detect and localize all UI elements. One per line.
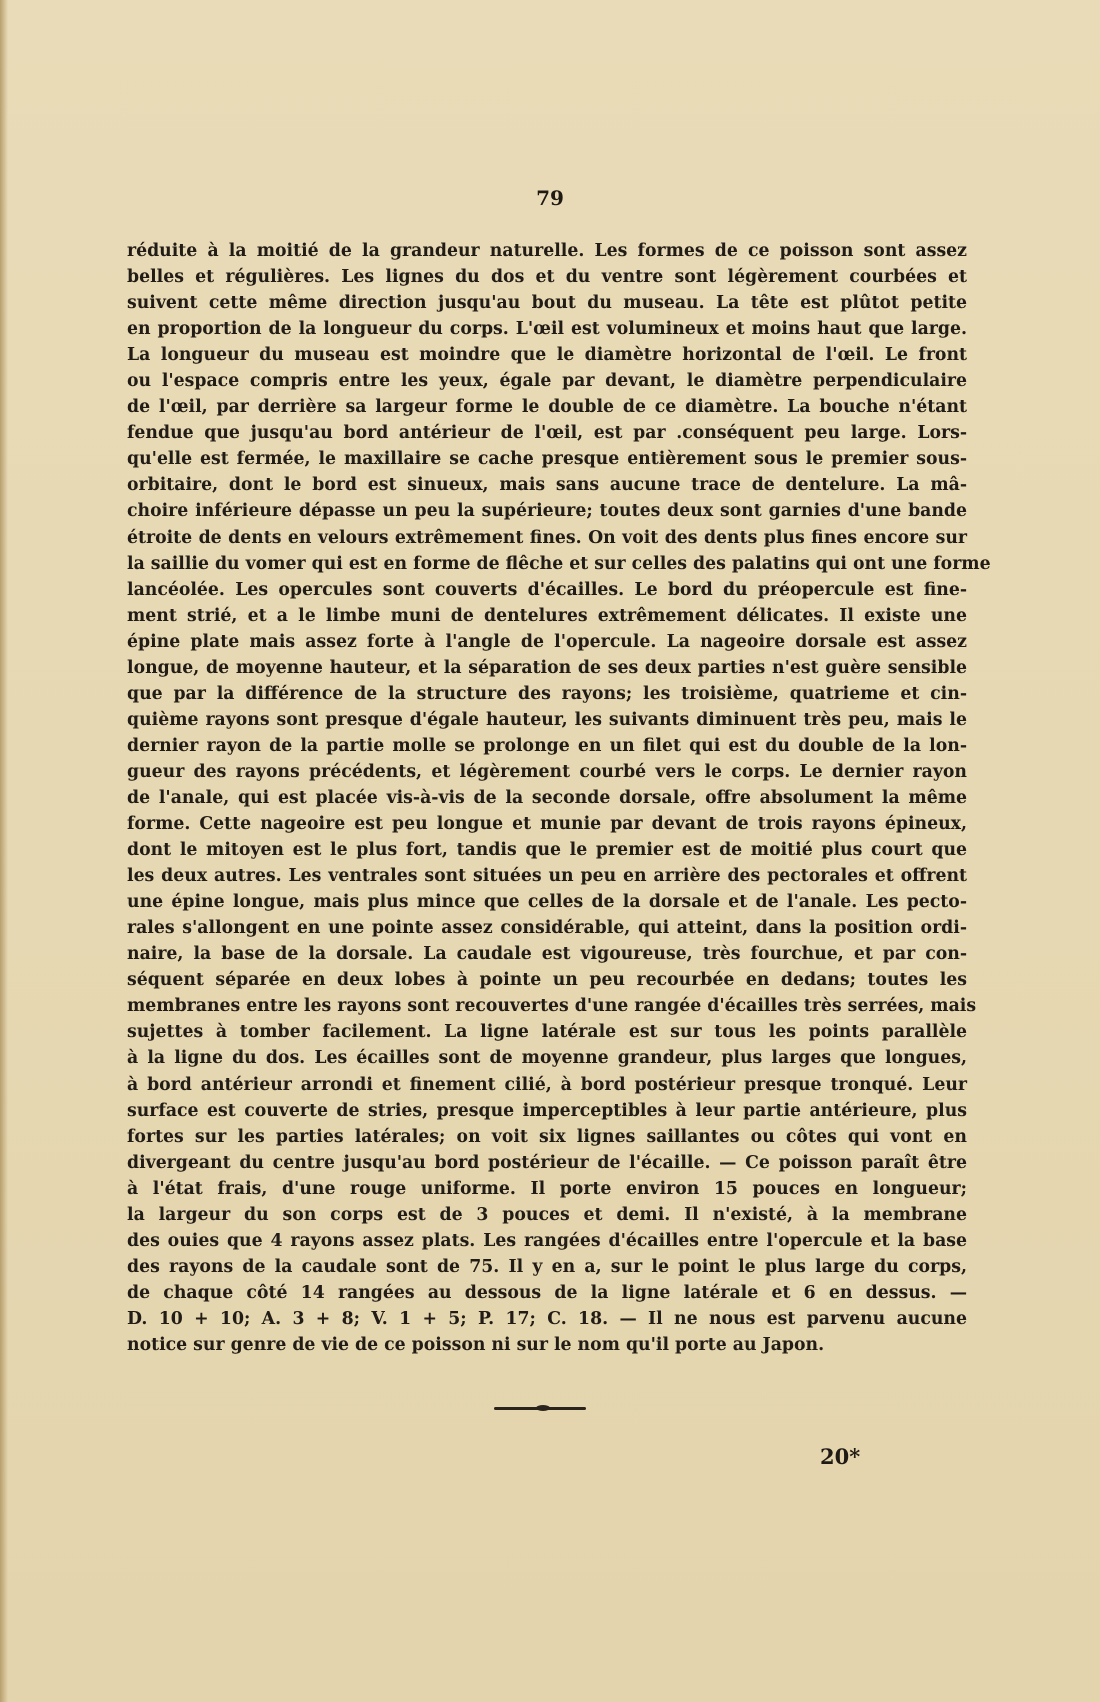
text-line: membranes entre les rayons sont recouvertes d'une rangée d'écailles très serrées, mais xyxy=(127,996,977,1017)
text-line: La longueur du museau est moindre que le diamètre horizontal de l'œil. Le front xyxy=(127,345,967,366)
text-line: à bord antérieur arrondi et finement cilié, à bord postérieur presque tronqué. Leur xyxy=(127,1074,967,1095)
text-line: des ouies que 4 rayons assez plats. Les rangées d'écailles entre l'opercule et la base xyxy=(127,1230,967,1251)
text-line: des rayons de la caudale sont de 75. Il y en a, sur le point le plus large du corps, xyxy=(127,1256,967,1277)
text-line: orbitaire, dont le bord est sinueux, mais sans aucune trace de dentelure. La mâ- xyxy=(127,475,967,496)
text-line: rales s'allongent en une pointe assez considérable, qui atteint, dans la position ordi- xyxy=(127,918,967,939)
text-line: ment strié, et a le limbe muni de dentelures extrêmement délicates. Il existe une xyxy=(127,605,967,626)
text-line: quième rayons sont presque d'égale hauteur, les suivants diminuent très peu, mais le xyxy=(127,709,967,730)
text-line: choire inférieure dépasse un peu la supérieure; toutes deux sont garnies d'une bande xyxy=(127,501,967,522)
text-line: étroite de dents en velours extrêmement fines. On voit des dents plus fines encore sur xyxy=(127,527,967,548)
text-line: gueur des rayons précédents, et légèrement courbé vers le corps. Le dernier rayon xyxy=(127,761,967,782)
text-line: les deux autres. Les ventrales sont situées un peu en arrière des pectorales et offrent xyxy=(127,866,967,887)
page-number: 79 xyxy=(536,186,564,210)
text-line: sujettes à tomber facilement. La ligne latérale est sur tous les points parallèle xyxy=(127,1022,967,1043)
text-line: surface est couverte de stries, presque imperceptibles à leur partie antérieure, plus xyxy=(127,1100,967,1121)
text-line: qu'elle est fermée, le maxillaire se cache presque entièrement sous le premier sous- xyxy=(127,449,967,470)
text-line: longue, de moyenne hauteur, et la séparation de ses deux parties n'est guère sensible xyxy=(127,657,967,678)
text-line: lancéolée. Les opercules sont couverts d'écailles. Le bord du préopercule est fine- xyxy=(127,579,967,600)
text-line: ou l'espace compris entre les yeux, égale par devant, le diamètre perpendiculaire xyxy=(127,371,967,392)
text-line: à la ligne du dos. Les écailles sont de moyenne grandeur, plus larges que longues, xyxy=(127,1048,967,1069)
text-line: de l'anale, qui est placée vis-à-vis de la seconde dorsale, offre absolument la même xyxy=(127,787,967,808)
body-text xyxy=(127,238,991,1358)
text-line: à l'état frais, d'une rouge uniforme. Il porte environ 15 pouces en longueur; xyxy=(127,1178,967,1199)
signature-mark: 20* xyxy=(820,1444,861,1469)
text-line: belles et régulières. Les lignes du dos et du ventre sont légèrement courbées et xyxy=(127,267,967,288)
text-line: fendue que jusqu'au bord antérieur de l'œil, est par .conséquent peu large. Lors- xyxy=(127,423,967,444)
text-line: notice sur genre de vie de ce poisson ni sur le nom qu'il porte au Japon. xyxy=(127,1334,825,1355)
text-line: divergeant du centre jusqu'au bord postérieur de l'écaille. — Ce poisson paraît être xyxy=(127,1152,967,1173)
text-line: la largeur du son corps est de 3 pouces et demi. Il n'existé, à la membrane xyxy=(127,1204,967,1225)
text-line: réduite à la moitié de la grandeur naturelle. Les formes de ce poisson sont assez xyxy=(127,241,967,261)
text-line: une épine longue, mais plus mince que celles de la dorsale et de l'anale. Les pecto- xyxy=(127,892,967,913)
text-line: suivent cette même direction jusqu'au bout du museau. La tête est plûtot petite xyxy=(127,293,967,314)
text-line: que par la différence de la structure des rayons; les troisième, quatrieme et cin- xyxy=(127,683,967,704)
text-line: de l'œil, par derrière sa largeur forme le double de ce diamètre. La bouche n'étant xyxy=(127,397,967,418)
text-line: fortes sur les parties latérales; on voit six lignes saillantes ou côtes qui vont en xyxy=(127,1126,967,1147)
text-line: épine plate mais assez forte à l'angle de l'opercule. La nageoire dorsale est assez xyxy=(127,631,967,652)
text-line: séquent séparée en deux lobes à pointe un peu recourbée en dedans; toutes les xyxy=(127,970,967,991)
text-line: de chaque côté 14 rangées au dessous de la ligne latérale et 6 en dessus. — xyxy=(127,1282,967,1303)
text-line: en proportion de la longueur du corps. L'œil est volumineux et moins haut que large. xyxy=(127,319,967,340)
text-line: forme. Cette nageoire est peu longue et munie par devant de trois rayons épineux, xyxy=(127,814,967,835)
text-line: naire, la base de la dorsale. La caudale est vigoureuse, très fourchue, et par con- xyxy=(127,944,967,965)
text-line: dernier rayon de la partie molle se prolonge en un filet qui est du double de la lon- xyxy=(127,735,967,756)
text-line: la saillie du vomer qui est en forme de flêche et sur celles des palatins qui ont une forme xyxy=(127,553,991,574)
text-line: D. 10 + 10; A. 3 + 8; V. 1 + 5; P. 17; C. 18. — Il ne nous est parvenu aucune xyxy=(127,1308,967,1329)
text-line: dont le mitoyen est le plus fort, tandis que le premier est de moitié plus court que xyxy=(127,840,967,861)
divider-ornament xyxy=(536,1405,550,1411)
